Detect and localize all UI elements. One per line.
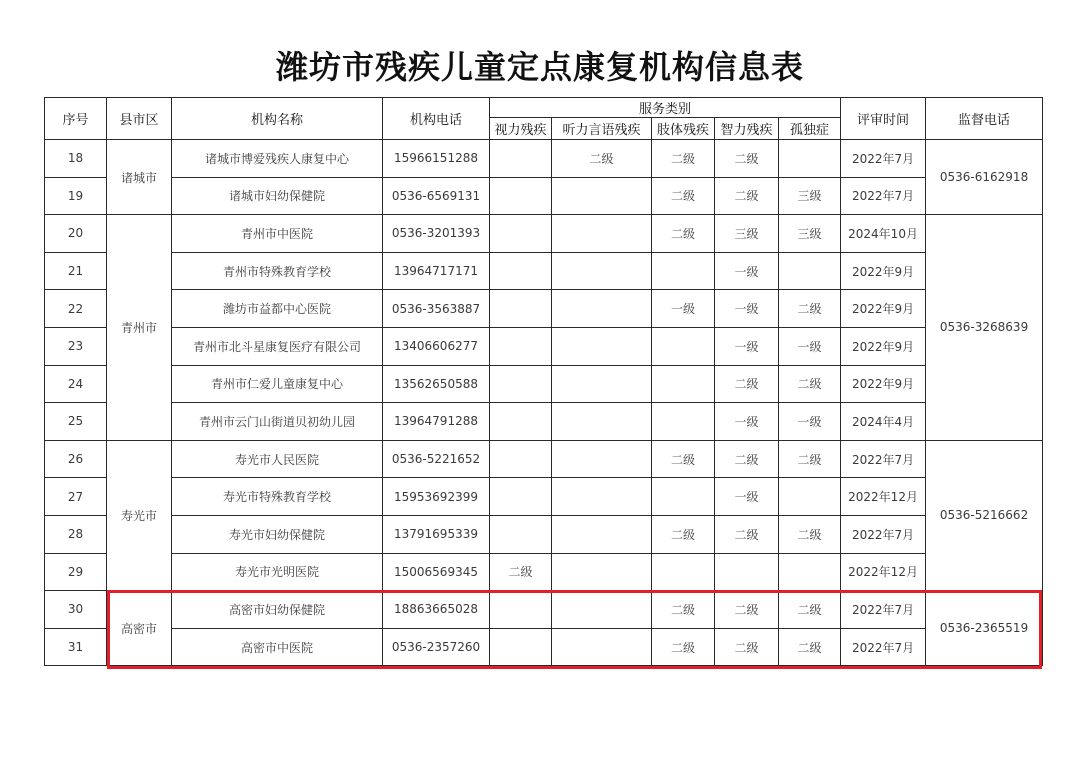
- autism-level-cell: 二级: [779, 440, 841, 478]
- intellect-level-cell: 一级: [715, 403, 779, 441]
- org-name-cell: 青州市北斗星康复医疗有限公司: [172, 327, 383, 365]
- table-row: [45, 177, 1043, 215]
- org-name-cell: 青州市中医院: [172, 215, 383, 253]
- seq-cell: 28: [45, 515, 107, 553]
- intellect-level-cell: 一级: [715, 290, 779, 328]
- intellect-level-cell: 二级: [715, 591, 779, 629]
- hearing-level-cell: [552, 252, 652, 290]
- vision-level-cell: [490, 290, 552, 328]
- org-phone-cell: 0536-5221652: [383, 440, 490, 478]
- table-row: [45, 553, 1043, 591]
- seq-cell: 23: [45, 327, 107, 365]
- vision-level-cell: [490, 252, 552, 290]
- header-service-limb: 肢体残疾: [652, 118, 715, 140]
- seq-cell: 31: [45, 628, 107, 666]
- hearing-level-cell: [552, 290, 652, 328]
- county-cell: 青州市: [107, 215, 172, 441]
- limb-level-cell: [652, 478, 715, 516]
- vision-level-cell: [490, 327, 552, 365]
- intellect-level-cell: [715, 553, 779, 591]
- vision-level-cell: [490, 177, 552, 215]
- review-time-cell: 2022年7月: [841, 140, 926, 178]
- limb-level-cell: [652, 365, 715, 403]
- table-row: [45, 515, 1043, 553]
- table-row: [45, 290, 1043, 328]
- org-name-cell: 诸城市博爱残疾人康复中心: [172, 140, 383, 178]
- hearing-level-cell: [552, 515, 652, 553]
- autism-level-cell: 三级: [779, 215, 841, 253]
- intellect-level-cell: 二级: [715, 177, 779, 215]
- table-row: [45, 215, 1043, 253]
- limb-level-cell: 二级: [652, 215, 715, 253]
- supervision-phone-cell: 0536-2365519: [926, 591, 1043, 666]
- org-phone-cell: 0536-6569131: [383, 177, 490, 215]
- autism-level-cell: 二级: [779, 365, 841, 403]
- autism-level-cell: 二级: [779, 515, 841, 553]
- org-phone-cell: 0536-3201393: [383, 215, 490, 253]
- seq-cell: 20: [45, 215, 107, 253]
- seq-cell: 30: [45, 591, 107, 629]
- intellect-level-cell: 一级: [715, 478, 779, 516]
- hearing-level-cell: [552, 177, 652, 215]
- autism-level-cell: 三级: [779, 177, 841, 215]
- limb-level-cell: 二级: [652, 440, 715, 478]
- vision-level-cell: [490, 440, 552, 478]
- review-time-cell: 2022年9月: [841, 327, 926, 365]
- hearing-level-cell: [552, 215, 652, 253]
- org-phone-cell: 0536-2357260: [383, 628, 490, 666]
- review-time-cell: 2022年7月: [841, 177, 926, 215]
- review-time-cell: 2022年7月: [841, 628, 926, 666]
- autism-level-cell: 一级: [779, 327, 841, 365]
- header-org-phone: 机构电话: [383, 98, 490, 140]
- review-time-cell: 2022年12月: [841, 478, 926, 516]
- table-row: [45, 440, 1043, 478]
- table-row: [45, 327, 1043, 365]
- autism-level-cell: [779, 553, 841, 591]
- intellect-level-cell: 二级: [715, 440, 779, 478]
- org-name-cell: 寿光市人民医院: [172, 440, 383, 478]
- autism-level-cell: [779, 252, 841, 290]
- org-name-cell: 寿光市光明医院: [172, 553, 383, 591]
- intellect-level-cell: 一级: [715, 252, 779, 290]
- header-seq: 序号: [45, 98, 107, 140]
- limb-level-cell: [652, 403, 715, 441]
- intellect-level-cell: 二级: [715, 628, 779, 666]
- autism-level-cell: [779, 140, 841, 178]
- hearing-level-cell: [552, 591, 652, 629]
- org-phone-cell: 15006569345: [383, 553, 490, 591]
- vision-level-cell: [490, 215, 552, 253]
- limb-level-cell: [652, 327, 715, 365]
- limb-level-cell: [652, 252, 715, 290]
- org-phone-cell: 15953692399: [383, 478, 490, 516]
- table-body: [45, 140, 1043, 666]
- vision-level-cell: [490, 591, 552, 629]
- org-phone-cell: 18863665028: [383, 591, 490, 629]
- org-phone-cell: 13406606277: [383, 327, 490, 365]
- vision-level-cell: [490, 365, 552, 403]
- table-row: [45, 478, 1043, 516]
- review-time-cell: 2022年7月: [841, 515, 926, 553]
- seq-cell: 24: [45, 365, 107, 403]
- supervision-phone-cell: 0536-3268639: [926, 215, 1043, 441]
- intellect-level-cell: 二级: [715, 365, 779, 403]
- table-row: [45, 365, 1043, 403]
- limb-level-cell: 二级: [652, 591, 715, 629]
- org-name-cell: 寿光市妇幼保健院: [172, 515, 383, 553]
- review-time-cell: 2022年7月: [841, 440, 926, 478]
- seq-cell: 21: [45, 252, 107, 290]
- autism-level-cell: 一级: [779, 403, 841, 441]
- county-cell: 高密市: [107, 591, 172, 666]
- header-service-autism: 孤独症: [779, 118, 841, 140]
- table-row: [45, 140, 1043, 178]
- seq-cell: 19: [45, 177, 107, 215]
- table-row: [45, 252, 1043, 290]
- hearing-level-cell: [552, 365, 652, 403]
- review-time-cell: 2022年12月: [841, 553, 926, 591]
- county-cell: 寿光市: [107, 440, 172, 590]
- table-row: [45, 628, 1043, 666]
- header-review-time: 评审时间: [841, 98, 926, 140]
- org-name-cell: 寿光市特殊教育学校: [172, 478, 383, 516]
- review-time-cell: 2022年7月: [841, 591, 926, 629]
- vision-level-cell: [490, 478, 552, 516]
- supervision-phone-cell: 0536-5216662: [926, 440, 1043, 590]
- review-time-cell: 2022年9月: [841, 290, 926, 328]
- autism-level-cell: 二级: [779, 628, 841, 666]
- seq-cell: 26: [45, 440, 107, 478]
- header-org-name: 机构名称: [172, 98, 383, 140]
- limb-level-cell: 二级: [652, 140, 715, 178]
- seq-cell: 27: [45, 478, 107, 516]
- hearing-level-cell: [552, 440, 652, 478]
- org-phone-cell: 13791695339: [383, 515, 490, 553]
- intellect-level-cell: 二级: [715, 515, 779, 553]
- seq-cell: 25: [45, 403, 107, 441]
- hearing-level-cell: [552, 403, 652, 441]
- intellect-level-cell: 二级: [715, 140, 779, 178]
- supervision-phone-cell: 0536-6162918: [926, 140, 1043, 215]
- header-service-category: 服务类别: [490, 98, 841, 118]
- vision-level-cell: [490, 403, 552, 441]
- intellect-level-cell: 一级: [715, 327, 779, 365]
- org-phone-cell: 15966151288: [383, 140, 490, 178]
- seq-cell: 29: [45, 553, 107, 591]
- table-row: [45, 591, 1043, 629]
- org-name-cell: 青州市特殊教育学校: [172, 252, 383, 290]
- header-supervision-phone: 监督电话: [926, 98, 1043, 140]
- org-name-cell: 青州市云门山街道贝初幼儿园: [172, 403, 383, 441]
- seq-cell: 22: [45, 290, 107, 328]
- intellect-level-cell: 三级: [715, 215, 779, 253]
- hearing-level-cell: [552, 553, 652, 591]
- review-time-cell: 2024年4月: [841, 403, 926, 441]
- hearing-level-cell: [552, 327, 652, 365]
- vision-level-cell: 二级: [490, 553, 552, 591]
- autism-level-cell: 二级: [779, 591, 841, 629]
- header-service-vision: 视力残疾: [490, 118, 552, 140]
- org-phone-cell: 0536-3563887: [383, 290, 490, 328]
- limb-level-cell: 二级: [652, 628, 715, 666]
- hearing-level-cell: [552, 478, 652, 516]
- org-name-cell: 青州市仁爱儿童康复中心: [172, 365, 383, 403]
- header-county: 县市区: [107, 98, 172, 140]
- limb-level-cell: 二级: [652, 177, 715, 215]
- autism-level-cell: 二级: [779, 290, 841, 328]
- page-title: 潍坊市残疾儿童定点康复机构信息表: [275, 48, 804, 86]
- review-time-cell: 2024年10月: [841, 215, 926, 253]
- limb-level-cell: 二级: [652, 515, 715, 553]
- county-cell: 诸城市: [107, 140, 172, 215]
- header-service-intellect: 智力残疾: [715, 118, 779, 140]
- org-name-cell: 潍坊市益都中心医院: [172, 290, 383, 328]
- seq-cell: 18: [45, 140, 107, 178]
- org-phone-cell: 13562650588: [383, 365, 490, 403]
- hearing-level-cell: [552, 628, 652, 666]
- org-name-cell: 高密市妇幼保健院: [172, 591, 383, 629]
- table-row: [45, 403, 1043, 441]
- org-name-cell: 诸城市妇幼保健院: [172, 177, 383, 215]
- limb-level-cell: 一级: [652, 290, 715, 328]
- rehab-institution-table: [44, 97, 1043, 666]
- org-phone-cell: 13964717171: [383, 252, 490, 290]
- header-service-hearing: 听力言语残疾: [552, 118, 652, 140]
- org-phone-cell: 13964791288: [383, 403, 490, 441]
- vision-level-cell: [490, 515, 552, 553]
- vision-level-cell: [490, 628, 552, 666]
- hearing-level-cell: 二级: [552, 140, 652, 178]
- org-name-cell: 高密市中医院: [172, 628, 383, 666]
- autism-level-cell: [779, 478, 841, 516]
- review-time-cell: 2022年9月: [841, 252, 926, 290]
- limb-level-cell: [652, 553, 715, 591]
- review-time-cell: 2022年9月: [841, 365, 926, 403]
- vision-level-cell: [490, 140, 552, 178]
